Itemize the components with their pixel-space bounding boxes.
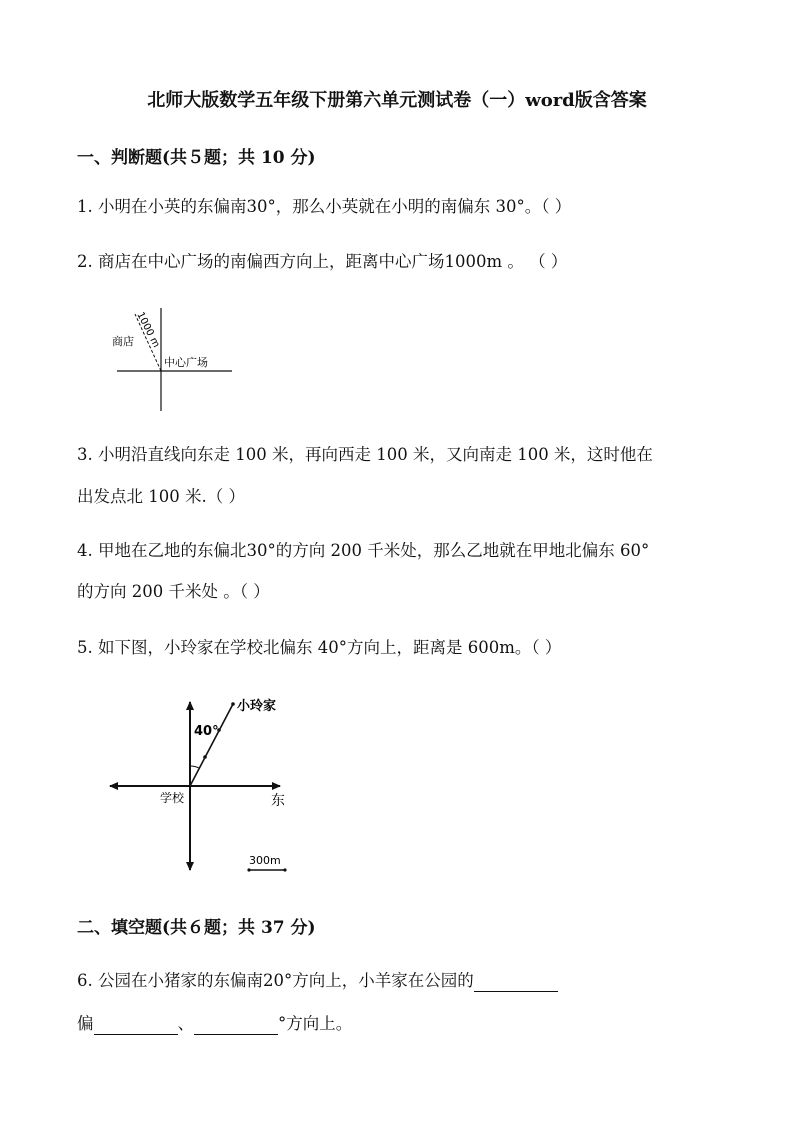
figure2-angle-arc [190,766,199,768]
question-6-blank-1[interactable] [474,973,558,992]
figure2-home-point [231,702,235,706]
question-6-text: 6. 公园在小猪家的东偏南20°方向上，小羊家在公园的 [77,971,474,990]
question-2: 2. 商店在中心广场的南偏西方向上，距离中心广场1000m 。 （ ） [77,252,568,271]
question-4-line-1: 4. 甲地在乙地的东偏北30°的方向 200 千米处，那么乙地就在甲地北偏东 60° [77,541,650,560]
question-6-text-c: °方向上。 [278,1014,353,1033]
figure2-home-label: 小玲家 [237,699,277,714]
figure1-distance-label: 1000 m [134,310,162,350]
figure2-school-label: 学校 [160,791,185,805]
figure-store-direction [100,300,250,415]
section-heading-judgement: 一、判断题(共５题；共 10 分) [77,148,316,168]
figure2-scale-label: 300m [249,854,281,867]
figure2-scale-bar-start [247,868,250,871]
figure2-scale-bar-end [283,868,286,871]
figure2-scale-mark-1 [203,755,207,759]
question-3-line-2: 出发点北 100 米.（ ） [77,487,245,506]
page-title: 北师大版数学五年级下册第六单元测试卷（一）word版含答案 [147,90,647,111]
figure2-home-direction-line [190,704,233,786]
question-6-text-a: 偏 [77,1014,94,1033]
question-6-line-1 [77,970,558,992]
question-4-line-2: 的方向 200 千米处 。（ ） [77,582,270,601]
section-heading-fill-in: 二、填空题(共６题；共 37 分) [77,918,316,938]
question-6-blank-3[interactable] [194,1016,278,1035]
question-5: 5. 如下图，小玲家在学校北偏东 40°方向上，距离是 600m。（ ） [77,638,562,657]
figure1-center-label: 中心广场 [164,356,208,369]
question-6-blank-2[interactable] [94,1016,178,1035]
figure2-angle-label: 40° [194,724,219,739]
question-6-line-2 [77,1013,352,1035]
figure1-store-label: 商店 [112,335,134,348]
figure-school-direction [100,690,320,880]
figure2-east-label: 东 [271,793,285,809]
question-6-text-b: 、 [177,1014,194,1033]
question-1: 1. 小明在小英的东偏南30°，那么小英就在小明的南偏东 30°。（ ） [77,197,572,216]
question-3-line-1: 3. 小明沿直线向东走 100 米，再向西走 100 米，又向南走 100 米，这时他在 [77,445,653,464]
